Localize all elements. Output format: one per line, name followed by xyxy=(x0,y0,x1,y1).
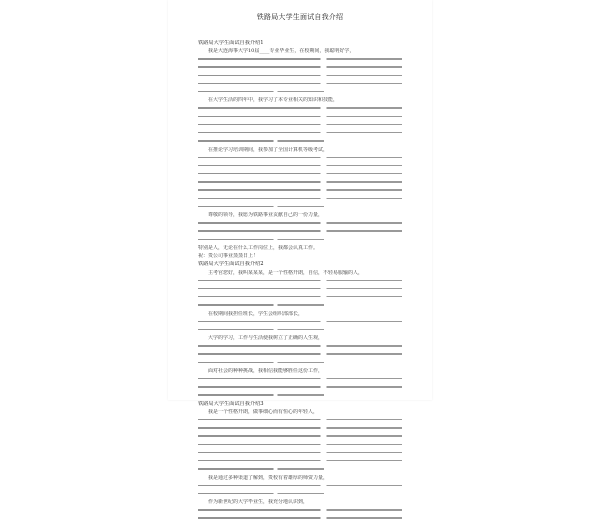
text-line-fill xyxy=(198,288,402,290)
text-line-fill xyxy=(198,280,402,282)
text-line-fill xyxy=(198,206,324,208)
text-line: 特别是人，无论在什么工作岗位上，我都会认真工作。 xyxy=(198,245,319,251)
text-line xyxy=(198,73,402,80)
text-line-fill xyxy=(198,132,402,134)
text-line-fill xyxy=(198,296,402,298)
text-line xyxy=(198,179,402,186)
text-line xyxy=(198,204,402,211)
text-line xyxy=(198,89,402,96)
text-line-fill xyxy=(198,66,402,68)
text-line-fill xyxy=(198,329,324,331)
text-line xyxy=(198,294,402,301)
text-line xyxy=(198,278,402,285)
paragraph-line: 面对社会的种种挑战，我相信我能够胜任这份工作， xyxy=(208,368,324,374)
text-line xyxy=(198,122,402,129)
text-line xyxy=(198,360,402,367)
paragraph-line: 在校期间我担任班长，学生会组织部部长， xyxy=(208,310,304,317)
text-line xyxy=(198,65,402,72)
text-line-fill xyxy=(198,321,402,323)
text-line-fill xyxy=(198,304,324,306)
text-line-fill xyxy=(198,394,324,396)
text-line: 祝：贵公司事业蒸蒸日上！ xyxy=(198,253,259,260)
text-line xyxy=(198,229,402,236)
text-line-fill xyxy=(198,345,402,347)
text-line xyxy=(198,196,402,203)
text-line xyxy=(198,327,402,334)
text-line xyxy=(198,188,402,195)
text-line xyxy=(198,302,402,309)
paragraph-line: 我是一个性格开朗，做事细心而有恒心的年轻人， xyxy=(208,409,319,415)
text-line xyxy=(198,106,402,113)
text-line-fill xyxy=(198,378,402,380)
text-line-fill xyxy=(198,83,402,85)
text-line xyxy=(198,163,402,170)
text-line-fill xyxy=(198,485,402,487)
text-line xyxy=(198,466,402,473)
text-line-fill xyxy=(198,230,402,232)
text-line xyxy=(198,434,402,441)
text-line-fill xyxy=(198,157,402,159)
text-line xyxy=(198,450,402,457)
text-line-fill xyxy=(198,452,402,454)
paragraph-line: 我是大连海事大学10届____专业毕业生，在校期间，我聪明好学， xyxy=(208,48,355,55)
section-heading: 铁路局大学生面试自我介绍2 xyxy=(198,261,264,268)
text-line-fill xyxy=(198,140,324,142)
text-line xyxy=(198,516,402,523)
text-line xyxy=(198,237,402,244)
text-line xyxy=(198,393,402,400)
text-line-fill xyxy=(198,189,402,191)
text-line xyxy=(198,138,402,145)
paragraph-line: 作为新世纪的大学毕业生，我充分地认识到， xyxy=(208,499,309,506)
text-line-fill xyxy=(198,75,402,77)
text-line-fill xyxy=(198,107,402,109)
paragraph-line: 在推论学习培训期间，我参加了全国计算机等级考试， xyxy=(208,146,329,153)
section-heading: 铁路局大学生面试自我介绍1 xyxy=(198,40,264,46)
text-line-fill xyxy=(198,517,402,519)
text-line-fill xyxy=(198,165,402,167)
text-line-fill xyxy=(198,239,324,241)
text-line xyxy=(198,286,402,293)
text-line-fill xyxy=(198,386,402,388)
text-line xyxy=(198,130,402,137)
section-heading: 铁路局大学生面试自我介绍3 xyxy=(198,400,264,407)
text-line-fill xyxy=(198,362,324,364)
text-line-fill xyxy=(198,460,402,462)
text-line xyxy=(198,384,402,391)
text-line xyxy=(198,114,402,121)
text-line xyxy=(198,442,402,449)
text-line xyxy=(198,220,402,227)
text-line-fill xyxy=(198,435,402,437)
text-line xyxy=(198,458,402,465)
text-line xyxy=(198,483,402,490)
paragraph-line: 大学的学习，工作与生活使我树立了正确的人生观， xyxy=(208,335,324,342)
text-line-fill xyxy=(198,124,402,126)
text-line-fill xyxy=(198,353,402,355)
text-line xyxy=(198,343,402,350)
text-line-fill xyxy=(198,91,324,93)
text-line-fill xyxy=(198,468,324,470)
text-line xyxy=(198,491,402,498)
text-line xyxy=(198,376,402,383)
text-line-fill xyxy=(198,493,324,495)
text-line xyxy=(198,417,402,424)
document-page xyxy=(168,0,432,506)
text-line xyxy=(198,352,402,359)
paragraph-line: 主考官您好，我叫某某某，是一个性格开朗，自信，不轻易服输的人， xyxy=(208,269,364,276)
text-line xyxy=(198,56,402,63)
text-line xyxy=(198,319,402,326)
text-line-fill xyxy=(198,181,402,183)
text-line-fill xyxy=(198,427,402,429)
text-line-fill xyxy=(198,198,402,200)
paragraph-line: 在大学生活的四年中，我学习了本专业相关的知识和技能， xyxy=(208,97,339,104)
document-title: 铁路局大学生面试自我介绍 xyxy=(256,13,344,21)
text-line-fill xyxy=(198,444,402,446)
text-line-fill xyxy=(198,419,402,421)
text-line xyxy=(198,507,402,514)
paragraph-line: 尊敬的领导，我愿为铁路事业贡献自己的一份力量， xyxy=(208,212,324,219)
text-line-fill xyxy=(198,173,402,175)
paragraph-line: 我是通过多种渠道了解到，贵校有着雄厚的师资力量， xyxy=(208,474,329,481)
text-line xyxy=(198,155,402,162)
text-line-fill xyxy=(198,509,402,511)
text-line-fill xyxy=(198,58,402,60)
text-line-fill xyxy=(198,116,402,118)
text-line xyxy=(198,81,402,88)
text-line-fill xyxy=(198,222,402,224)
text-line xyxy=(198,425,402,432)
text-line xyxy=(198,171,402,178)
